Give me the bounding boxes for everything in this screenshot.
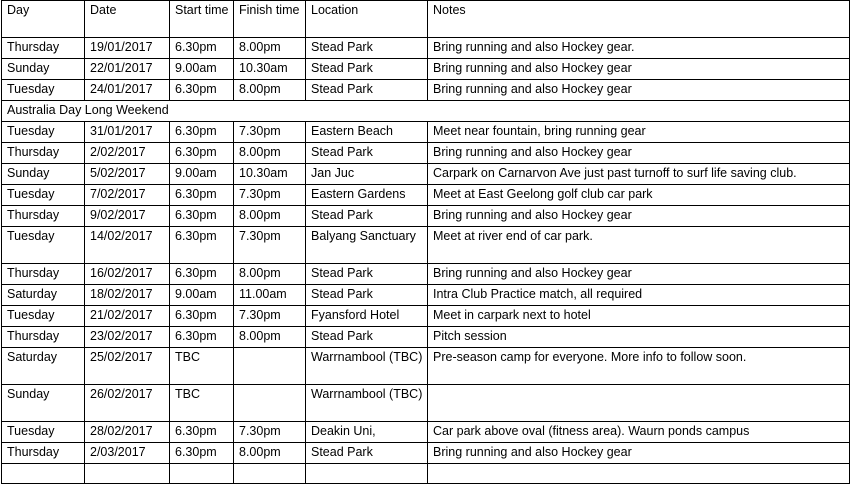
cell-start: 9.00am	[170, 285, 234, 306]
table-row	[2, 227, 850, 264]
cell-location: Warrnambool (TBC)	[306, 348, 428, 385]
cell-start: 6.30pm	[170, 38, 234, 59]
cell-date: 31/01/2017	[85, 122, 170, 143]
cell-notes: Meet at river end of car park.	[428, 227, 850, 264]
cell-finish: 7.30pm	[234, 122, 306, 143]
cell-day: Thursday	[2, 443, 85, 464]
header-date: Date	[85, 1, 170, 38]
table-row	[2, 206, 850, 227]
cell-notes: Meet in carpark next to hotel	[428, 306, 850, 327]
cell-finish: 7.30pm	[234, 185, 306, 206]
table-row	[2, 101, 850, 122]
cell-day	[2, 464, 85, 484]
cell-start: TBC	[170, 348, 234, 385]
cell-start: 6.30pm	[170, 227, 234, 264]
cell-day: Thursday	[2, 327, 85, 348]
cell-start: 6.30pm	[170, 264, 234, 285]
cell-location: Fyansford Hotel	[306, 306, 428, 327]
cell-start: 6.30pm	[170, 443, 234, 464]
cell-date: 19/01/2017	[85, 38, 170, 59]
cell-location: Deakin Uni,	[306, 422, 428, 443]
cell-notes: Bring running and also Hockey gear	[428, 443, 850, 464]
cell-date: 24/01/2017	[85, 80, 170, 101]
cell-notes: Pre-season camp for everyone. More info to follow soon.	[428, 348, 850, 385]
cell-day: Thursday	[2, 206, 85, 227]
cell-notes: Bring running and also Hockey gear	[428, 264, 850, 285]
cell-location: Stead Park	[306, 80, 428, 101]
cell-finish	[234, 348, 306, 385]
cell-finish: 8.00pm	[234, 206, 306, 227]
table-row	[2, 164, 850, 185]
cell-notes: Bring running and also Hockey gear	[428, 59, 850, 80]
cell-date	[85, 464, 170, 484]
cell-date: 5/02/2017	[85, 164, 170, 185]
cell-finish	[234, 464, 306, 484]
cell-finish: 10.30am	[234, 164, 306, 185]
cell-day: Tuesday	[2, 306, 85, 327]
cell-finish: 8.00pm	[234, 327, 306, 348]
cell-date: 16/02/2017	[85, 264, 170, 285]
cell-location: Stead Park	[306, 59, 428, 80]
cell-day: Sunday	[2, 164, 85, 185]
cell-day: Tuesday	[2, 80, 85, 101]
cell-day: Tuesday	[2, 122, 85, 143]
cell-location: Balyang Sanctuary	[306, 227, 428, 264]
cell-notes: Bring running and also Hockey gear	[428, 206, 850, 227]
cell-location: Warrnambool (TBC)	[306, 385, 428, 422]
cell-finish: 7.30pm	[234, 422, 306, 443]
cell-notes: Carpark on Carnarvon Ave just past turnoff to surf life saving club.	[428, 164, 850, 185]
cell-notes: Car park above oval (fitness area). Waurn ponds campus	[428, 422, 850, 443]
cell-date: 7/02/2017	[85, 185, 170, 206]
section-label: Australia Day Long Weekend	[2, 101, 850, 122]
cell-day: Tuesday	[2, 185, 85, 206]
cell-location: Stead Park	[306, 264, 428, 285]
cell-notes: Meet at East Geelong golf club car park	[428, 185, 850, 206]
cell-location: Stead Park	[306, 327, 428, 348]
cell-finish: 8.00pm	[234, 143, 306, 164]
cell-date: 9/02/2017	[85, 206, 170, 227]
cell-notes: Bring running and also Hockey gear	[428, 80, 850, 101]
cell-start: 6.30pm	[170, 143, 234, 164]
table-row	[2, 306, 850, 327]
cell-day: Thursday	[2, 264, 85, 285]
cell-notes	[428, 464, 850, 484]
cell-finish: 8.00pm	[234, 264, 306, 285]
table-row	[2, 385, 850, 422]
table-row	[2, 422, 850, 443]
cell-notes: Intra Club Practice match, all required	[428, 285, 850, 306]
cell-finish: 8.00pm	[234, 80, 306, 101]
table-row	[2, 59, 850, 80]
table-row	[2, 443, 850, 464]
cell-date: 2/02/2017	[85, 143, 170, 164]
table-row	[2, 464, 850, 484]
cell-start: 6.30pm	[170, 122, 234, 143]
cell-start: 6.30pm	[170, 327, 234, 348]
cell-date: 28/02/2017	[85, 422, 170, 443]
cell-day: Sunday	[2, 59, 85, 80]
table-row	[2, 348, 850, 385]
cell-location	[306, 464, 428, 484]
cell-location: Stead Park	[306, 443, 428, 464]
cell-location: Stead Park	[306, 38, 428, 59]
header-finish-time: Finish time	[234, 1, 306, 38]
cell-day: Tuesday	[2, 422, 85, 443]
cell-finish: 8.00pm	[234, 38, 306, 59]
cell-day: Tuesday	[2, 227, 85, 264]
cell-day: Saturday	[2, 348, 85, 385]
cell-date: 14/02/2017	[85, 227, 170, 264]
cell-finish: 7.30pm	[234, 306, 306, 327]
table-row	[2, 38, 850, 59]
cell-date: 18/02/2017	[85, 285, 170, 306]
cell-start: 6.30pm	[170, 422, 234, 443]
header-start-time: Start time	[170, 1, 234, 38]
cell-start: 9.00am	[170, 59, 234, 80]
cell-finish: 7.30pm	[234, 227, 306, 264]
cell-day: Thursday	[2, 38, 85, 59]
table-row	[2, 185, 850, 206]
cell-start: 6.30pm	[170, 80, 234, 101]
cell-notes: Bring running and also Hockey gear.	[428, 38, 850, 59]
table-row	[2, 285, 850, 306]
cell-finish: 11.00am	[234, 285, 306, 306]
cell-notes: Meet near fountain, bring running gear	[428, 122, 850, 143]
training-schedule-table	[1, 0, 850, 484]
cell-date: 22/01/2017	[85, 59, 170, 80]
table-row	[2, 264, 850, 285]
cell-notes: Bring running and also Hockey gear	[428, 143, 850, 164]
cell-date: 21/02/2017	[85, 306, 170, 327]
cell-location: Stead Park	[306, 285, 428, 306]
cell-finish	[234, 385, 306, 422]
table-row	[2, 143, 850, 164]
cell-location: Jan Juc	[306, 164, 428, 185]
table-header-row	[2, 1, 850, 38]
cell-date: 2/03/2017	[85, 443, 170, 464]
cell-start: TBC	[170, 385, 234, 422]
cell-notes: Pitch session	[428, 327, 850, 348]
cell-location: Eastern Gardens	[306, 185, 428, 206]
cell-finish: 10.30am	[234, 59, 306, 80]
cell-start: 6.30pm	[170, 185, 234, 206]
cell-day: Sunday	[2, 385, 85, 422]
header-location: Location	[306, 1, 428, 38]
header-day: Day	[2, 1, 85, 38]
cell-location: Stead Park	[306, 143, 428, 164]
cell-start: 6.30pm	[170, 306, 234, 327]
cell-start	[170, 464, 234, 484]
cell-day: Saturday	[2, 285, 85, 306]
cell-date: 25/02/2017	[85, 348, 170, 385]
table-row	[2, 327, 850, 348]
cell-finish: 8.00pm	[234, 443, 306, 464]
table-row	[2, 80, 850, 101]
cell-date: 23/02/2017	[85, 327, 170, 348]
header-notes: Notes	[428, 1, 850, 38]
cell-date: 26/02/2017	[85, 385, 170, 422]
cell-notes	[428, 385, 850, 422]
table-body	[2, 38, 850, 484]
cell-start: 6.30pm	[170, 206, 234, 227]
cell-start: 9.00am	[170, 164, 234, 185]
cell-location: Stead Park	[306, 206, 428, 227]
cell-location: Eastern Beach	[306, 122, 428, 143]
cell-day: Thursday	[2, 143, 85, 164]
table-row	[2, 122, 850, 143]
